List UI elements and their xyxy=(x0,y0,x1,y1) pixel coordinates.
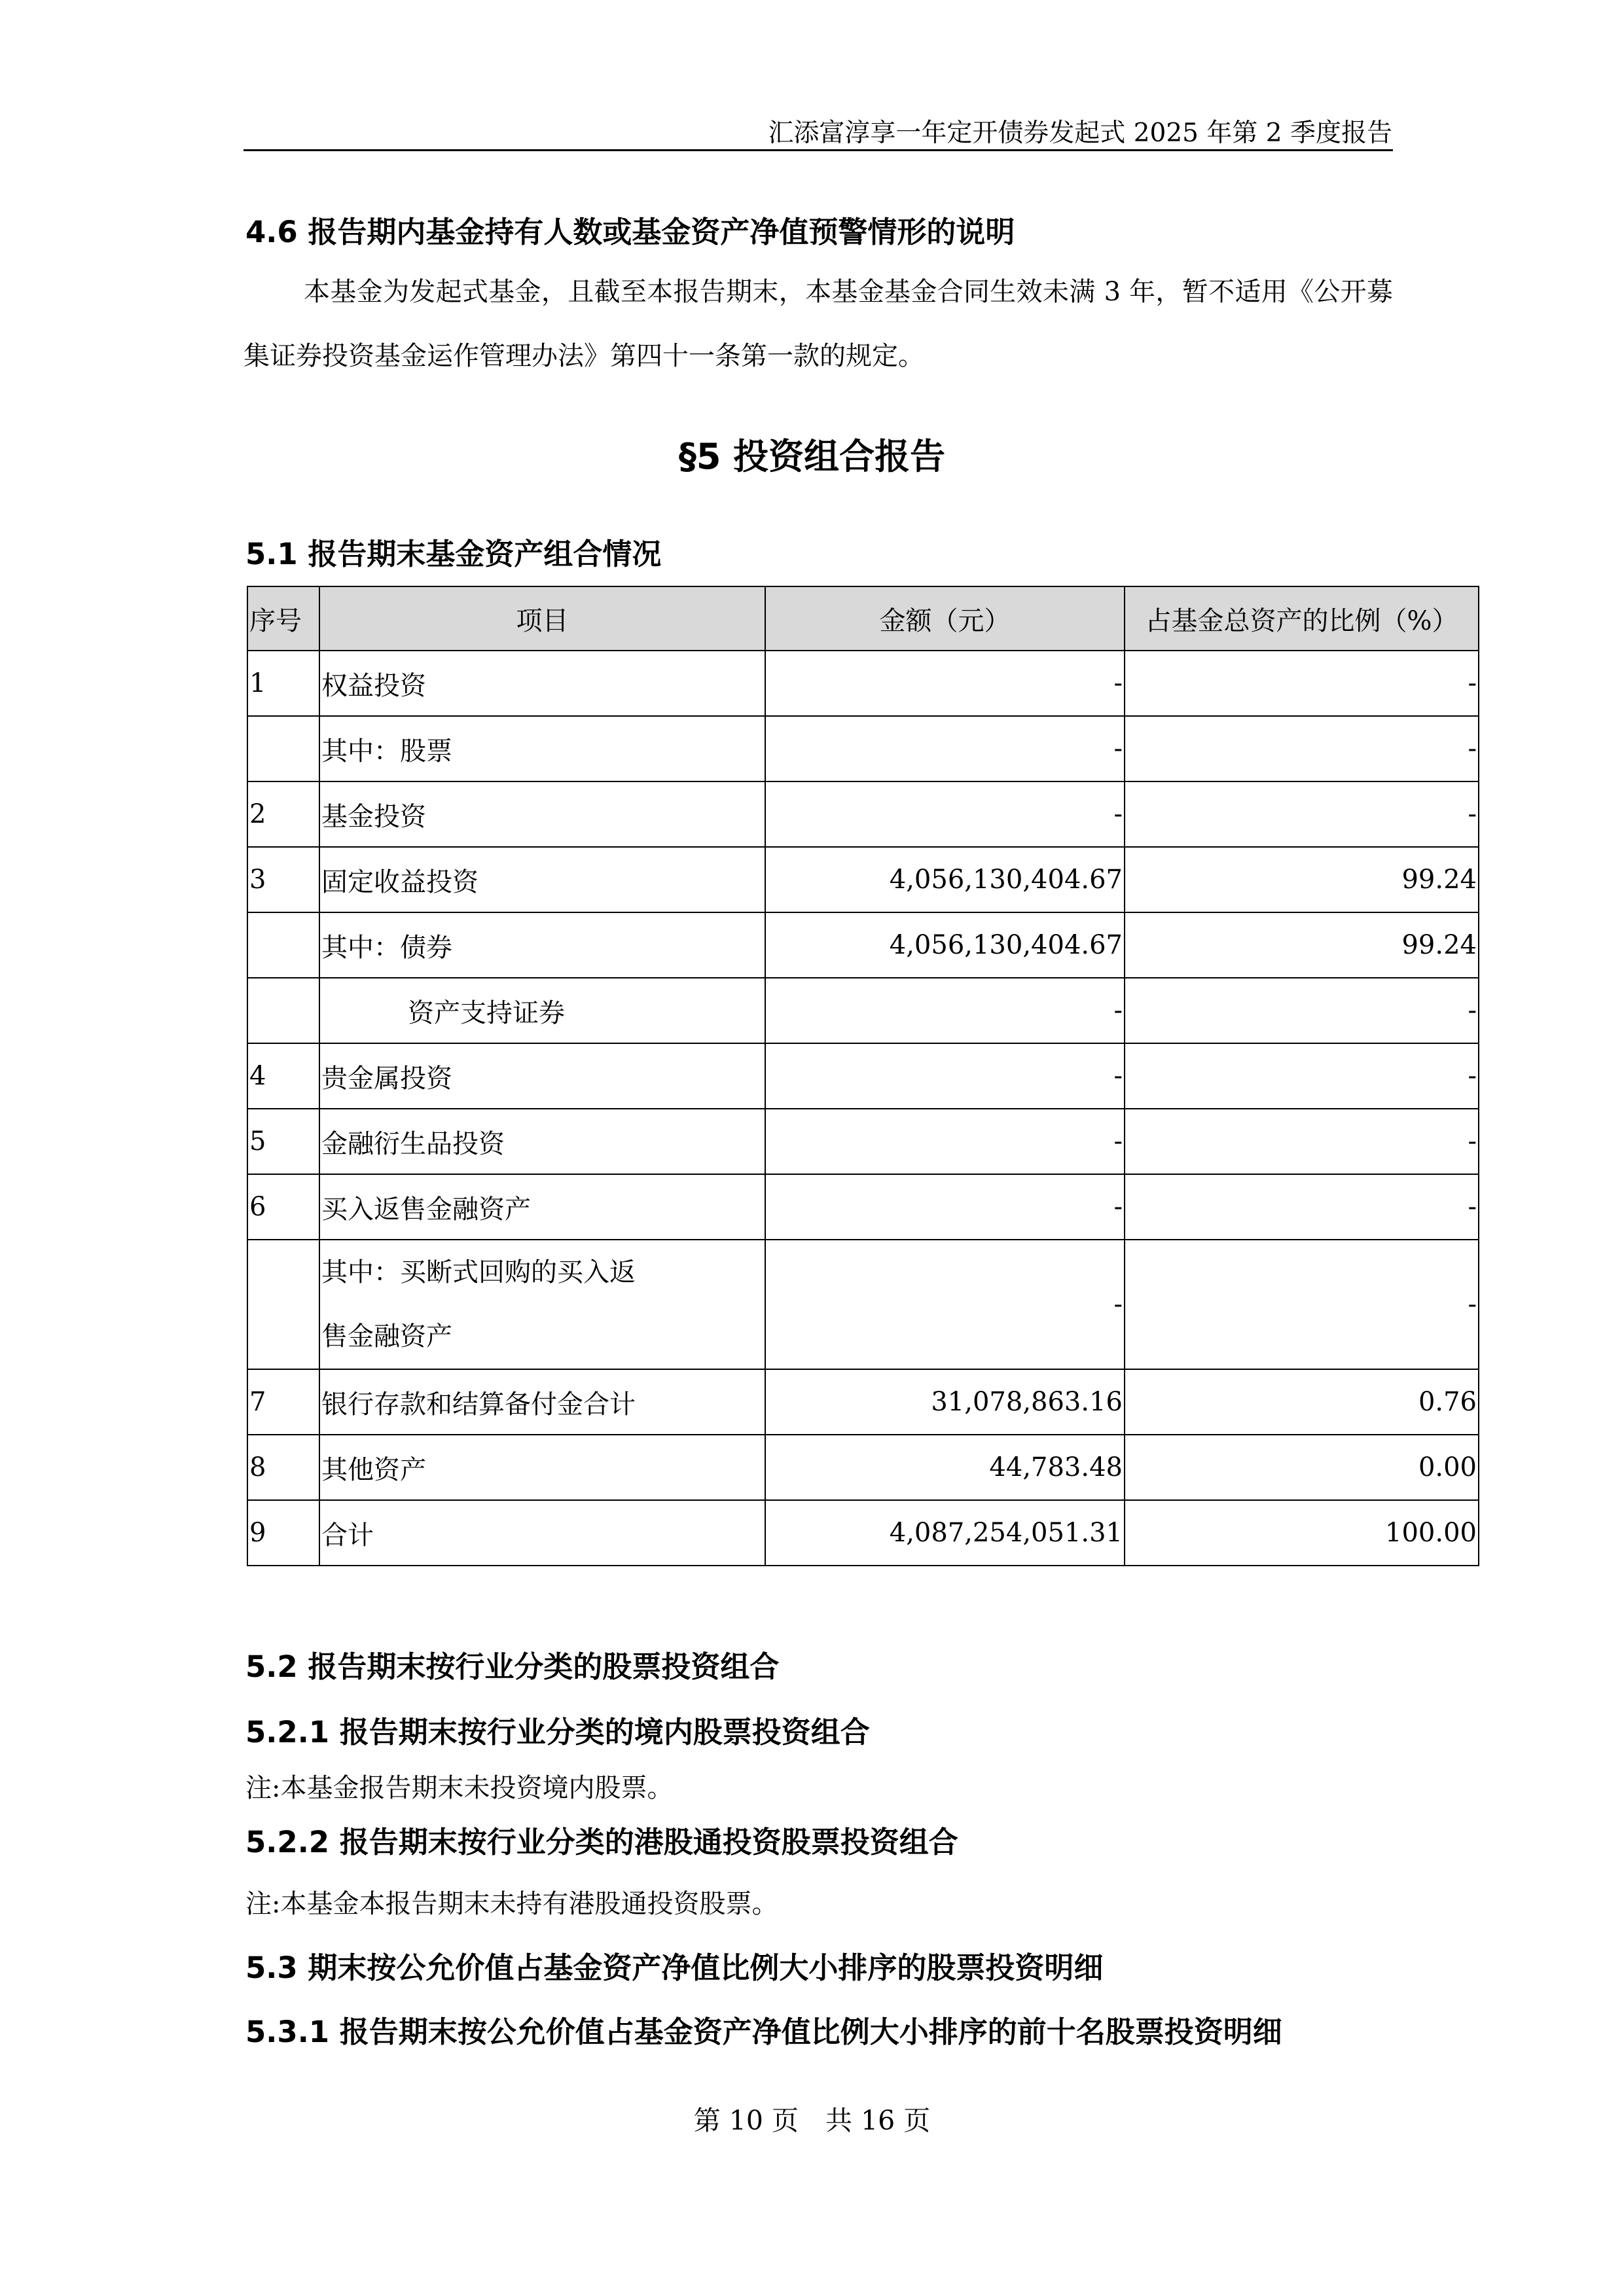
row-amount: - xyxy=(765,978,1125,1043)
row-item: 其他资产 xyxy=(319,1435,765,1500)
report-header-title: 汇添富淳享一年定开债券发起式 2025 年第 2 季度报告 xyxy=(768,118,1392,148)
row-item: 其中：债券 xyxy=(319,912,765,978)
row-ratio: 0.76 xyxy=(1125,1369,1479,1435)
row-ratio: 0.00 xyxy=(1125,1435,1479,1500)
row-ratio: - xyxy=(1125,1109,1479,1174)
row-amount: 4,056,130,404.67 xyxy=(765,847,1125,912)
row-amount: - xyxy=(765,651,1125,716)
row-ratio: 99.24 xyxy=(1125,912,1479,978)
header-ratio: 占基金总资产的比例（%） xyxy=(1125,586,1479,651)
table-row xyxy=(247,1043,1479,1109)
row-amount: - xyxy=(765,1174,1125,1240)
page-number: 第 10 页 共 16 页 xyxy=(693,2105,931,2136)
row-ratio: - xyxy=(1125,716,1479,781)
row-amount: 4,056,130,404.67 xyxy=(765,912,1125,978)
row-item: 合计 xyxy=(319,1500,765,1566)
row-amount: 4,087,254,051.31 xyxy=(765,1500,1125,1566)
row-ratio: - xyxy=(1125,1240,1479,1369)
row-no xyxy=(247,912,319,978)
row-amount: 44,783.48 xyxy=(765,1435,1125,1500)
row-amount: - xyxy=(765,716,1125,781)
heading-5-1: 5.1 报告期末基金资产组合情况 xyxy=(245,537,662,571)
table-row xyxy=(247,978,1479,1043)
row-item-line: 售金融资产 xyxy=(321,1321,452,1352)
header-divider xyxy=(244,149,1393,151)
heading-5-3: 5.3 期末按公允价值占基金资产净值比例大小排序的股票投资明细 xyxy=(245,1950,1104,1985)
heading-5-2-1: 5.2.1 报告期末按行业分类的境内股票投资组合 xyxy=(245,1715,870,1749)
row-no: 4 xyxy=(247,1043,319,1109)
heading-4-6: 4.6 报告期内基金持有人数或基金资产净值预警情形的说明 xyxy=(245,215,1015,249)
note-5-2-2: 注:本基金本报告期末未持有港股通投资股票。 xyxy=(245,1889,778,1919)
row-amount: 31,078,863.16 xyxy=(765,1369,1125,1435)
row-item: 贵金属投资 xyxy=(319,1043,765,1109)
row-item: 其中：股票 xyxy=(319,716,765,781)
row-ratio: - xyxy=(1125,978,1479,1043)
row-ratio: 99.24 xyxy=(1125,847,1479,912)
row-no xyxy=(247,716,319,781)
row-ratio: 100.00 xyxy=(1125,1500,1479,1566)
row-amount: - xyxy=(765,1043,1125,1109)
row-item: 金融衍生品投资 xyxy=(319,1109,765,1174)
row-amount: - xyxy=(765,1109,1125,1174)
row-no: 7 xyxy=(247,1369,319,1435)
paragraph-4-6: 本基金为发起式基金，且截至本报告期末，本基金基金合同生效未满 3 年，暂不适用《公开募集证券投资基金运作管理办法》第四十一条第一款的规定。 xyxy=(244,277,1393,371)
row-no: 3 xyxy=(247,847,319,912)
table-row xyxy=(247,781,1479,847)
table-row xyxy=(247,1500,1479,1566)
row-amount: - xyxy=(765,781,1125,847)
heading-5-2-2: 5.2.2 报告期末按行业分类的港股通投资股票投资组合 xyxy=(245,1825,958,1859)
row-item: 权益投资 xyxy=(319,651,765,716)
header-item: 项目 xyxy=(319,586,765,651)
table-row xyxy=(247,1174,1479,1240)
row-item: 资产支持证券 xyxy=(319,978,765,1043)
note-5-2-1: 注:本基金报告期末未投资境内股票。 xyxy=(245,1773,674,1803)
row-item: 固定收益投资 xyxy=(319,847,765,912)
row-no: 6 xyxy=(247,1174,319,1240)
table-row xyxy=(247,1369,1479,1435)
row-item-line: 其中：买断式回购的买入返 xyxy=(321,1257,636,1287)
row-ratio: - xyxy=(1125,651,1479,716)
heading-5-2: 5.2 报告期末按行业分类的股票投资组合 xyxy=(245,1649,780,1684)
table-header-row xyxy=(247,586,1479,651)
header-no: 序号 xyxy=(247,586,319,651)
table-row xyxy=(247,651,1479,716)
row-ratio: - xyxy=(1125,1174,1479,1240)
table-row xyxy=(247,1240,1479,1369)
header-amount: 金额（元） xyxy=(765,586,1125,651)
row-no: 2 xyxy=(247,781,319,847)
row-ratio: - xyxy=(1125,1043,1479,1109)
row-amount: - xyxy=(765,1240,1125,1369)
section-5-title: §5 投资组合报告 xyxy=(678,436,946,477)
table-row xyxy=(247,1109,1479,1174)
row-no: 8 xyxy=(247,1435,319,1500)
table-row xyxy=(247,912,1479,978)
table-row xyxy=(247,1435,1479,1500)
row-no xyxy=(247,978,319,1043)
row-item: 基金投资 xyxy=(319,781,765,847)
row-item xyxy=(319,1240,765,1369)
row-item: 买入返售金融资产 xyxy=(319,1174,765,1240)
asset-allocation-table xyxy=(247,586,1479,1566)
heading-5-3-1: 5.3.1 报告期末按公允价值占基金资产净值比例大小排序的前十名股票投资明细 xyxy=(245,2015,1282,2049)
table-row xyxy=(247,847,1479,912)
row-no: 5 xyxy=(247,1109,319,1174)
row-no: 9 xyxy=(247,1500,319,1566)
row-no xyxy=(247,1240,319,1369)
table-row xyxy=(247,716,1479,781)
row-ratio: - xyxy=(1125,781,1479,847)
row-no: 1 xyxy=(247,651,319,716)
row-item: 银行存款和结算备付金合计 xyxy=(319,1369,765,1435)
